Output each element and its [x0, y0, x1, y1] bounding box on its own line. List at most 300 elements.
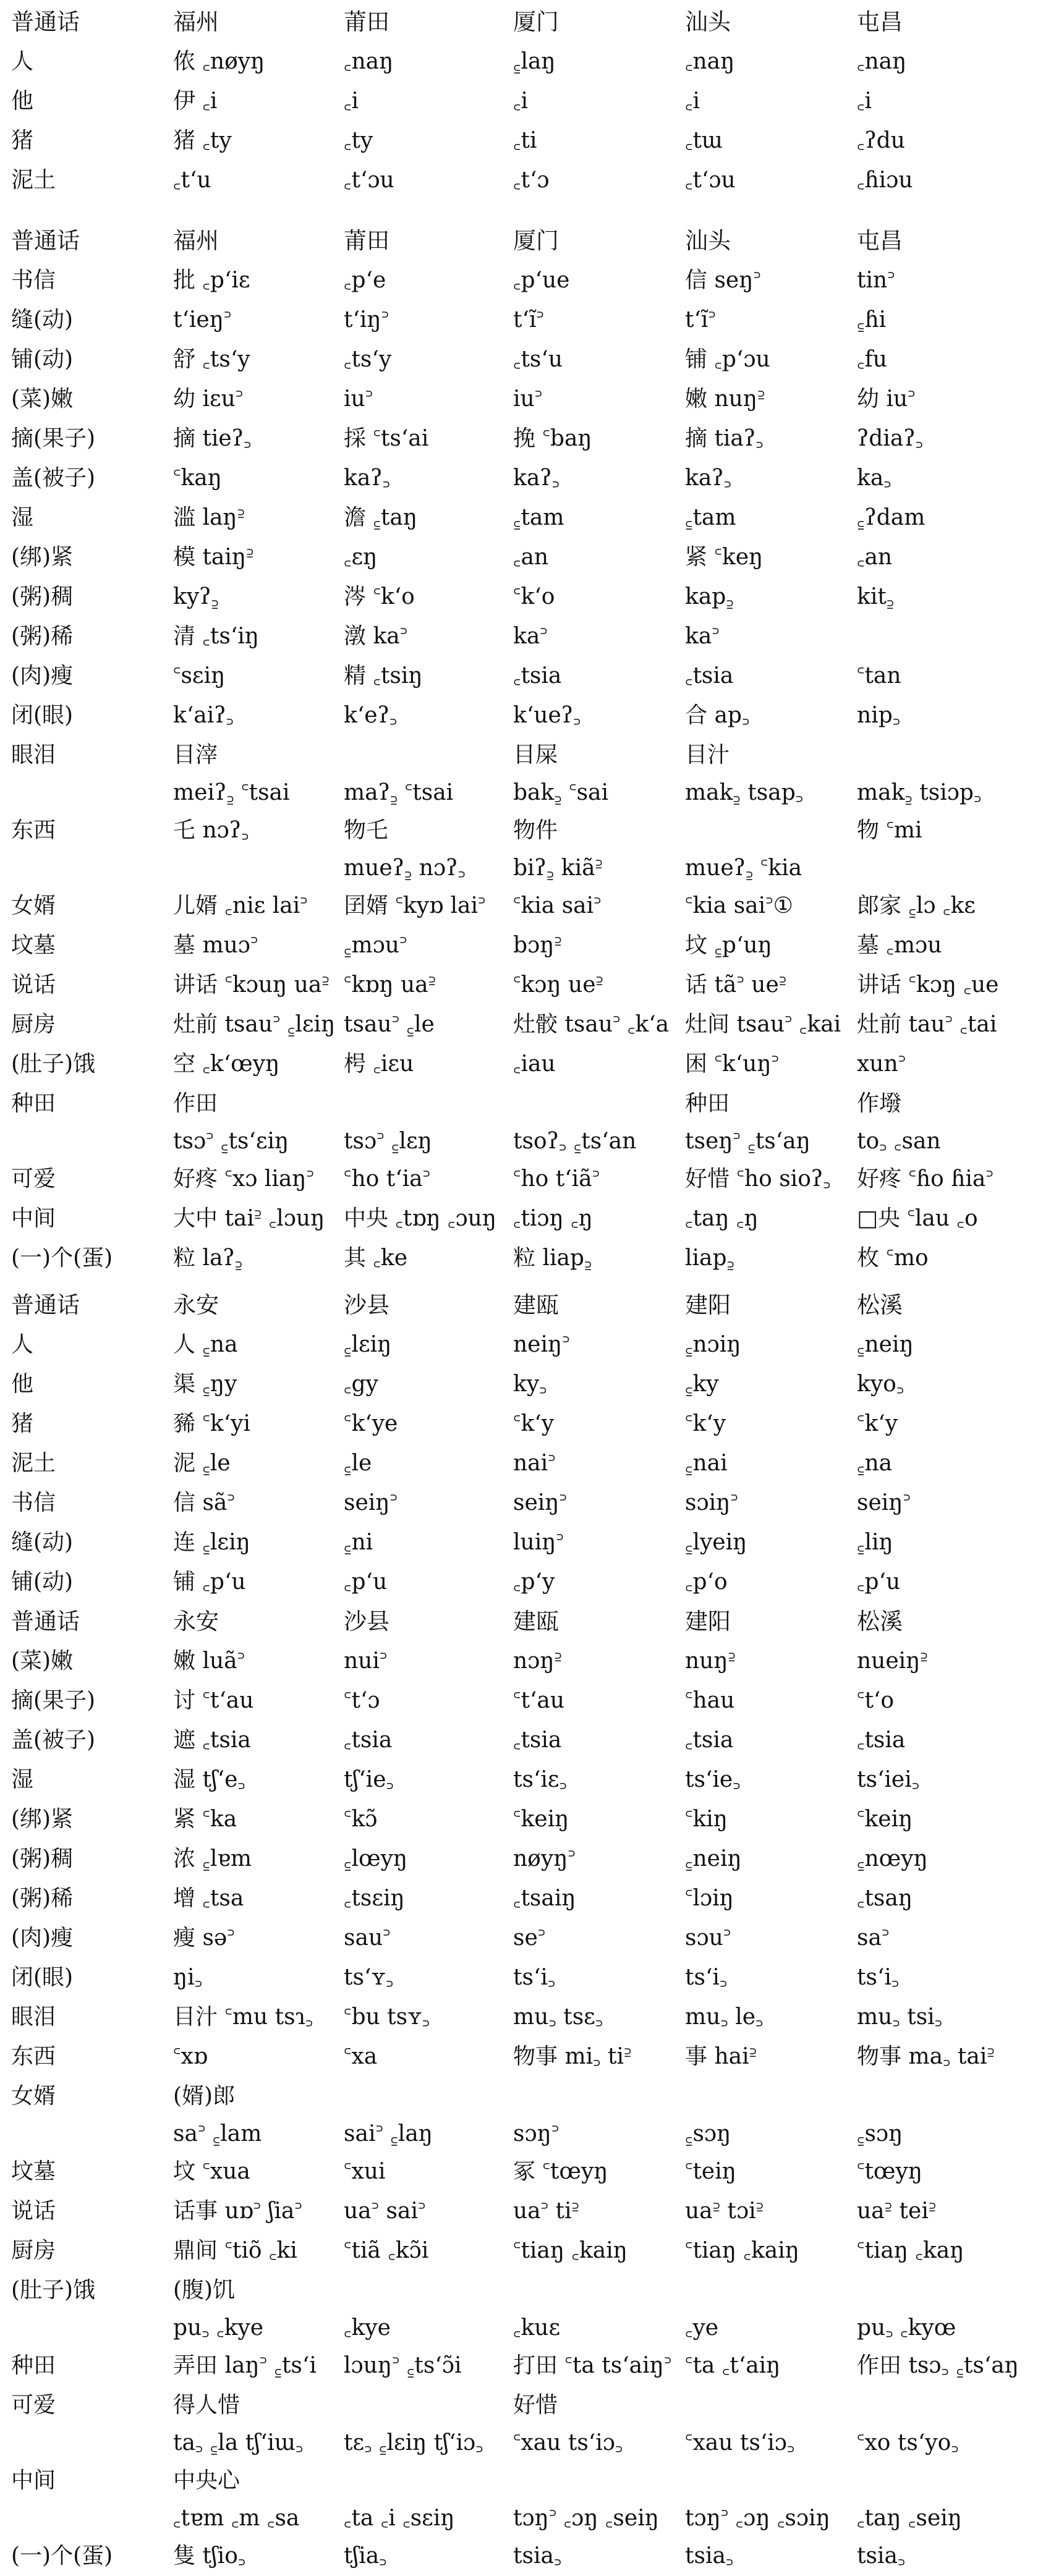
table-row [11, 735, 1044, 775]
table-row [11, 1879, 1044, 1918]
dialect-cell: ꜁nœyŋ [857, 1846, 928, 1871]
dialect-cell: ꜀tsia [344, 1727, 393, 1753]
dialect-cell: 紧 ꜂keŋ [685, 544, 764, 570]
dialect-cell: 空 ꜀kʻœyŋ [173, 1051, 280, 1077]
dialect-cell: 福州 [173, 9, 219, 35]
mandarin-term-cell: 普通话 [11, 9, 80, 35]
mandarin-term-cell: (菜)嫩 [11, 386, 74, 412]
dialect-cell: tsia꜆ [685, 2543, 734, 2569]
mandarin-term-cell: 普通话 [11, 1608, 80, 1635]
dialect-cell: 好疼 ꜂xɔ liaŋ꜄ [173, 1166, 314, 1192]
dialect-cell: 墓 muɔ꜄ [173, 933, 258, 958]
dialect-cell: 渠 ꜁ŋy [173, 1371, 237, 1397]
dialect-cell: ꜁neiŋ [685, 1846, 742, 1871]
mandarin-term-cell: 人 [11, 49, 34, 74]
dialect-cell: ꜂xui [344, 2159, 386, 2184]
dialect-cell: mak꜇ tsiɔp꜆ [857, 780, 982, 805]
dialect-cell: 坟 ꜁pʻuŋ [685, 933, 772, 958]
pronunciation-row [11, 775, 1044, 811]
dialect-cell: ꜀tsaŋ [857, 1886, 913, 1911]
dialect-cell: 浓 ꜁lɐm [173, 1846, 252, 1871]
dialect-cell: ꜂keiŋ [857, 1807, 913, 1832]
table-row [11, 1404, 1044, 1444]
mandarin-term-cell: 种田 [11, 2353, 56, 2378]
dialect-cell: sa꜄ [857, 1925, 890, 1951]
mandarin-term-cell: 摘(果子) [11, 426, 96, 451]
dialect-cell: ꜁ky [685, 1371, 719, 1397]
dialect-cell: tsʻie꜆ [685, 1767, 741, 1792]
dialect-cell: 话 tã꜄ ue꜅ [685, 972, 787, 998]
dialect-cell: 湿 tʃʻe꜆ [173, 1767, 245, 1792]
table-row [11, 1044, 1044, 1084]
dialect-cell: ꜀tʻɔ [513, 167, 550, 193]
dialect-cell: ꜀ta ꜀i ꜀sɛiŋ [344, 2506, 455, 2531]
dialect-cell: ꜀i [344, 88, 359, 114]
dialect-cell: ꜂xa [344, 2044, 378, 2069]
dialect-cell: bak꜇ ꜂sai [513, 780, 609, 805]
dialect-cell: ka꜆ [857, 465, 891, 491]
dialect-cell: ꜁nɔiŋ [685, 1332, 741, 1357]
dialect-cell: ꜀tsʻy [344, 347, 392, 372]
dialect-cell: 物乇 [344, 818, 389, 843]
mandarin-term-cell: 摘(果子) [11, 1688, 96, 1713]
dialect-cell: 伊 ꜀i [173, 88, 218, 114]
dialect-cell: kap꜇ [685, 584, 734, 609]
dialect-cell: sɔiŋ꜄ [685, 1490, 738, 1515]
dialect-cell: kʻaiʔ꜆ [173, 703, 234, 728]
dialect-cell: ꜂tʻɔ [344, 1688, 380, 1713]
dialect-cell: sa꜄ ꜁lam [173, 2121, 262, 2146]
dialect-cell: kʻueʔ꜆ [513, 703, 581, 728]
mandarin-term-cell: 缝(动) [11, 307, 74, 333]
dialect-cell: ꜂tʻau [513, 1688, 565, 1713]
dialect-cell: tʃia꜆ [344, 2543, 387, 2569]
mandarin-term-cell: 泥土 [11, 167, 56, 193]
dialect-cell: ꜀tʻɔu [344, 167, 394, 193]
dialect-cell: 作田 [173, 1091, 218, 1116]
mandarin-term-cell: 女婿 [11, 893, 56, 918]
dialect-cell: ꜁lɛiŋ [344, 1332, 392, 1357]
table-row [11, 926, 1044, 965]
table-row [11, 1800, 1044, 1839]
table-row [11, 1005, 1044, 1044]
dialect-cell: xun꜄ [857, 1051, 906, 1077]
dialect-cell: tsau꜄ ꜁le [344, 1012, 435, 1037]
mandarin-term-cell: (肉)瘦 [11, 663, 74, 688]
dialect-cell: 永安 [173, 1608, 219, 1635]
dialect-cell: mu꜆ tsi꜆ [857, 2004, 943, 2030]
dialect-cell: ꜀tɐm ꜀m ꜀sa [173, 2506, 300, 2531]
dialect-cell: 信 sã꜄ [173, 1490, 235, 1515]
dialect-cell: ꜁sɔŋ [857, 2121, 903, 2146]
dialect-cell: ua꜅ tɔi꜅ [685, 2198, 764, 2224]
dialect-cell: tɔŋ꜄ ꜀ɔŋ ꜀seiŋ [513, 2506, 659, 2531]
table-row [11, 2536, 1044, 2576]
dialect-cell: 乇 nɔʔ꜆ [173, 818, 249, 843]
dialect-cell: 弄田 laŋ꜄ ꜁tsʻi [173, 2353, 317, 2378]
header-row [11, 2, 1044, 42]
table-row [11, 2192, 1044, 2231]
mandarin-term-cell: 书信 [11, 1490, 56, 1515]
dialect-cell: 灶间 tsau꜄ ꜀kai [685, 1012, 841, 1037]
dialect-cell: ta꜆ ꜁la tʃʻiɯ꜆ [173, 2430, 304, 2455]
mandarin-term-cell: 铺(动) [11, 347, 74, 372]
pronunciation-row [11, 2425, 1044, 2461]
dialect-cell: ka꜄ [513, 624, 548, 649]
dialect-cell: 批 ꜀pʻiɛ [173, 268, 250, 293]
dialect-cell: ꜀fu [857, 347, 887, 372]
dialect-cell: ꜀kuɛ [513, 2315, 561, 2341]
header-row [11, 221, 1044, 261]
dialect-cell: mak꜇ tsap꜆ [685, 780, 804, 805]
dialect-cell: ꜀tsia [685, 663, 734, 688]
dialect-cell: nueiŋ꜅ [857, 1648, 928, 1674]
table-row [11, 2152, 1044, 2192]
table-row [11, 886, 1044, 926]
dialect-cell: □央 ꜂lau ꜀o [857, 1206, 978, 1231]
mandarin-term-cell: 女婿 [11, 2083, 56, 2109]
dialect-cell: ꜁ʔdam [857, 505, 925, 530]
table-row [11, 459, 1044, 498]
dialect-cell: ꜂kaŋ [173, 465, 222, 491]
dialect-cell: 福州 [173, 227, 219, 254]
table-row [11, 1681, 1044, 1721]
dialect-cell: to꜆ ꜀san [857, 1129, 941, 1154]
dialect-cell: 讨 ꜂tʻau [173, 1688, 254, 1713]
dialect-cell: 好惜 ꜂ho sioʔ꜆ [685, 1166, 831, 1192]
mandarin-term-cell: 闭(眼) [11, 1965, 74, 1990]
dialect-cell: (婿)郎 [173, 2083, 236, 2109]
dialect-cell: 建瓯 [513, 1608, 559, 1635]
dialect-cell: 粒 liap꜇ [513, 1245, 592, 1271]
dialect-cell: ꜀i [513, 88, 528, 114]
dialect-cell: 灶前 tsau꜄ ꜁lɛiŋ [173, 1012, 336, 1037]
pronunciation-row [11, 2310, 1044, 2346]
dialect-cell: ꜀pʻy [513, 1569, 555, 1595]
dialect-cell: ꜂hau [685, 1688, 735, 1713]
mandarin-term-cell: (粥)稠 [11, 584, 74, 609]
dialect-cell: kyo꜆ [857, 1371, 904, 1397]
dialect-cell: ꜀ʔdu [857, 128, 905, 153]
mandarin-term-cell: (粥)稀 [11, 624, 74, 649]
mandarin-term-cell: 盖(被子) [11, 1727, 96, 1753]
dialect-cell: liap꜇ [685, 1245, 734, 1271]
dialect-cell: ka꜄ [685, 624, 720, 649]
table-row [11, 1365, 1044, 1404]
dialect-cell: ky꜆ [513, 1371, 547, 1397]
mandarin-term-cell: 中间 [11, 2468, 56, 2493]
dialect-cell: tɔŋ꜄ ꜀ɔŋ ꜀sɔiŋ [685, 2506, 830, 2531]
table-row [11, 2077, 1044, 2116]
dialect-cell: 建阳 [685, 1608, 731, 1635]
mandarin-term-cell: 湿 [11, 1767, 34, 1792]
mandarin-term-cell: 普通话 [11, 1292, 80, 1318]
table-row [11, 1918, 1044, 1958]
table-row [11, 1958, 1044, 1998]
dialect-cell: mueʔ꜇ ꜂kia [685, 855, 802, 881]
dialect-cell: ꜀tsia [513, 663, 562, 688]
dialect-cell: 挽 ꜂baŋ [513, 426, 592, 451]
dialect-cell: ꜁lyeiŋ [685, 1530, 747, 1555]
table-row [11, 656, 1044, 696]
dialect-cell: ꜂lɔiŋ [685, 1886, 734, 1911]
mandarin-term-cell: 坟墓 [11, 2159, 56, 2184]
mandarin-term-cell: 中间 [11, 1206, 56, 1231]
dialect-cell: ꜀tɯ [685, 128, 723, 153]
dialect-cell: ꜂ho tʻiã꜄ [513, 1166, 600, 1192]
table-row [11, 379, 1044, 419]
dialect-cell: tsɔ꜄ ꜁lɛŋ [344, 1129, 432, 1154]
dialect-cell: ꜁tam [685, 505, 736, 530]
dialect-cell: 幼 iɛu꜄ [173, 386, 244, 412]
dialect-cell: 讲话 ꜂kɔuŋ ua꜅ [173, 972, 330, 998]
dialect-cell: ꜂kʻy [857, 1411, 898, 1436]
table-row [11, 2386, 1044, 2425]
dialect-cell: ꜀an [857, 544, 893, 570]
table-row [11, 1523, 1044, 1562]
dialect-cell: ꜂kʻy [685, 1411, 726, 1436]
dialect-cell: 採 ꜂tsʻai [344, 426, 429, 451]
header-row [11, 1286, 1044, 1325]
dialect-cell: 打田 ꜂ta tsʻaiŋ꜄ [513, 2353, 672, 2378]
table-row [11, 1721, 1044, 1760]
table-row [11, 696, 1044, 735]
dialect-cell: ꜂ta ꜀tʻaiŋ [685, 2353, 781, 2378]
dialect-cell: sɔu꜄ [685, 1925, 731, 1951]
dialect-cell: 郎家 ꜁lɔ ꜀kɛ [857, 893, 976, 918]
mandarin-term-cell: 猪 [11, 1411, 34, 1436]
dialect-cell: tʻĩ꜄ [513, 307, 544, 333]
table-row [11, 42, 1044, 82]
mandarin-term-cell: 闭(眼) [11, 703, 74, 728]
mandarin-term-cell: 坟墓 [11, 933, 56, 958]
dialect-cell: ꜂ho tʻia꜄ [344, 1166, 431, 1192]
dialect-cell: ꜂kiŋ [685, 1807, 728, 1832]
dialect-cell: 屯昌 [857, 227, 903, 254]
dialect-cell: ꜂kʻye [344, 1411, 398, 1436]
dialect-cell: 瘦 sə꜄ [173, 1925, 235, 1951]
table-row [11, 1562, 1044, 1602]
mandarin-term-cell: (粥)稀 [11, 1886, 74, 1911]
dialect-cell: 中央 ꜀tɒŋ ꜀ɔuŋ [344, 1206, 497, 1231]
table-row [11, 2346, 1044, 2386]
mandarin-term-cell: (一)个(蛋) [11, 1245, 113, 1271]
dialect-cell: 嫩 nuŋ꜅ [685, 386, 765, 412]
dialect-cell: 隻 tʃio꜆ [173, 2543, 246, 2569]
table-row [11, 1239, 1044, 1278]
dialect-cell: 物件 [513, 818, 558, 843]
dialect-cell: maʔ꜇ ꜂tsai [344, 780, 454, 805]
dialect-cell: tin꜄ [857, 268, 895, 293]
mandarin-term-cell: 东西 [11, 818, 56, 843]
dialect-cell: 事 hai꜅ [685, 2044, 757, 2069]
dialect-cell: ꜀ye [685, 2315, 719, 2341]
dialect-cell: tʃʻie꜆ [344, 1767, 394, 1792]
dialect-cell: luiŋ꜄ [513, 1530, 564, 1555]
dialect-cell: 种田 [685, 1091, 730, 1116]
dialect-cell: neiŋ꜄ [513, 1332, 570, 1357]
dialect-cell: 冢 ꜂tœyŋ [513, 2159, 608, 2184]
dialect-cell: ꜁nai [685, 1451, 728, 1476]
dialect-cell: nui꜄ [344, 1648, 388, 1674]
dialect-cell: ꜁le [344, 1451, 372, 1476]
dialect-cell: kit꜇ [857, 584, 895, 609]
dialect-cell: ꜂tʻo [857, 1688, 895, 1713]
dialect-cell: 目汁 [685, 742, 730, 768]
dialect-cell: biʔ꜇ kiã꜅ [513, 855, 603, 881]
dialect-cell: ꜁mɔu꜄ [344, 933, 407, 958]
pronunciation-row [11, 1124, 1044, 1159]
dialect-cell: ꜂tiaŋ ꜀kaiŋ [513, 2238, 628, 2263]
dialect-cell: 中央心 [173, 2468, 240, 2493]
dialect-cell: 其 ꜀ke [344, 1245, 408, 1271]
table-row [11, 1998, 1044, 2037]
dialect-cell: ꜁sɔŋ [685, 2121, 731, 2146]
dialect-cell: sai꜄ ꜁laŋ [344, 2121, 433, 2146]
dialect-cell: ꜂tiaŋ ꜀kaŋ [857, 2238, 964, 2263]
dialect-cell: lɔuŋ꜄ ꜁tsʻɔ̃i [344, 2353, 462, 2378]
dialect-cell: ꜂tan [857, 663, 901, 688]
dialect-cell: 铺 ꜀pʻu [173, 1569, 246, 1595]
dialect-cell: 物事 ma꜆ tai꜅ [857, 2044, 995, 2069]
dialect-cell: ꜀pʻe [344, 268, 386, 293]
dialect-cell: nɔŋ꜅ [513, 1648, 562, 1674]
dialect-cell: 松溪 [857, 1292, 903, 1318]
dialect-cell: tʻiŋ꜄ [344, 307, 389, 333]
table-row [11, 617, 1044, 656]
dialect-cell: bɔŋ꜅ [513, 933, 562, 958]
dialect-cell: 汕头 [685, 9, 731, 35]
dialect-cell: ꜁na [857, 1451, 893, 1476]
mandarin-term-cell: (粥)稠 [11, 1846, 74, 1871]
dialect-cell: pu꜆ ꜀kyœ [857, 2315, 956, 2341]
dialect-cell: 儿婿 ꜀niɛ lai꜄ [173, 893, 308, 918]
dialect-cell: 滥 laŋ꜅ [173, 505, 245, 530]
dialect-cell: tsʻiei꜆ [857, 1767, 920, 1792]
dialect-cell: 枚 ꜂mo [857, 1245, 929, 1271]
mandarin-term-cell: 普通话 [11, 227, 80, 254]
dialect-cell: ꜀gy [344, 1371, 378, 1397]
dialect-cell: 建阳 [685, 1292, 731, 1318]
dialect-cell: 舒 ꜀tsʻy [173, 347, 250, 372]
dialect-cell: ꜀tiɔŋ ꜀ŋ [513, 1206, 593, 1231]
table-row [11, 1199, 1044, 1239]
dialect-cell: ꜀naŋ [344, 49, 394, 74]
mandarin-term-cell: 人 [11, 1332, 34, 1357]
dialect-cell: sɔŋ꜄ [513, 2121, 560, 2146]
mandarin-term-cell: 可爱 [11, 2392, 56, 2418]
dialect-cell: ꜀kye [344, 2315, 391, 2341]
dialect-cell: ꜀tsia [857, 1727, 906, 1753]
table-row [11, 538, 1044, 577]
mandarin-term-cell: 东西 [11, 2044, 56, 2069]
dialect-cell: tsʻʏ꜆ [344, 1965, 394, 1990]
dialect-cell: 目汁 ꜂mu tsɿ꜆ [173, 2004, 313, 2030]
dialect-cell: 坟 ꜂xua [173, 2159, 250, 2184]
mandarin-term-cell: (一)个(蛋) [11, 2543, 113, 2569]
dialect-cell: ʔdiaʔ꜆ [857, 426, 924, 451]
dialect-cell: tsia꜆ [513, 2543, 562, 2569]
dialect-cell: 莆田 [344, 227, 389, 254]
dialect-cell: 铺 ꜀pʻɔu [685, 347, 770, 372]
dialect-cell: 枵 ꜀iɛu [344, 1051, 414, 1077]
dialect-cell: 屯昌 [857, 9, 903, 35]
dialect-cell: ꜂kɔŋ ue꜅ [513, 972, 604, 998]
dialect-cell: tsia꜆ [857, 2543, 906, 2569]
dialect-cell: 泥 ꜁le [173, 1451, 231, 1476]
dialect-cell: ꜀tsia [685, 1727, 734, 1753]
table-row [11, 1483, 1044, 1523]
dialect-cell: 建瓯 [513, 1292, 559, 1318]
dialect-cell: ꜁tam [513, 505, 564, 530]
dialect-cell: nuŋ꜅ [685, 1648, 736, 1674]
table-row [11, 1760, 1044, 1800]
dialect-cell: ꜂sɛiŋ [173, 663, 226, 688]
table-row [11, 1839, 1044, 1879]
dialect-cell: ꜀taŋ ꜀ŋ [685, 1206, 759, 1231]
dialect-cell: 物事 mi꜆ ti꜅ [513, 2044, 632, 2069]
dialect-cell: 囝婿 ꜂kyɒ lai꜄ [344, 893, 486, 918]
table-row [11, 965, 1044, 1005]
dialect-cell: nip꜆ [857, 703, 901, 728]
dialect-cell: ꜀tʻɔu [685, 167, 736, 193]
header-row [11, 1602, 1044, 1642]
dialect-cell: ꜂tiaŋ ꜀kaiŋ [685, 2238, 799, 2263]
table-row [11, 82, 1044, 121]
dialect-cell: 遮 ꜀tsia [173, 1727, 251, 1753]
dialect-cell: 人 ꜁na [173, 1332, 238, 1357]
dialect-cell: tsʻi꜆ [857, 1965, 900, 1990]
dialect-cell: ꜀ɦiɔu [857, 167, 913, 193]
mandarin-term-cell: (菜)嫩 [11, 1648, 74, 1674]
dialect-cell: 猪 ꜀ty [173, 128, 232, 153]
dialect-cell: (腹)饥 [173, 2277, 236, 2303]
dialect-cell: kaʔ꜆ [513, 465, 560, 491]
dialect-cell: 好疼 ꜂ɦo ɦia꜄ [857, 1166, 994, 1192]
dialect-cell: iu꜄ [344, 386, 373, 412]
dialect-cell: ꜂teiŋ [685, 2159, 736, 2184]
dialect-cell: nai꜄ [513, 1451, 556, 1476]
dialect-cell: tsʻi꜆ [513, 1965, 556, 1990]
mandarin-term-cell: (绑)紧 [11, 1807, 74, 1832]
dialect-cell: ꜀tsaiŋ [513, 1886, 576, 1911]
dialect-cell: 精 ꜀tsiŋ [344, 663, 423, 688]
dialect-cell: ꜂xau tsʻiɔ꜆ [685, 2430, 795, 2455]
dialect-cell: ꜀naŋ [685, 49, 735, 74]
dialect-cell: 物 ꜂mi [857, 818, 922, 843]
dialect-cell: ꜂kɒŋ ua꜅ [344, 972, 436, 998]
dialect-cell: tʻĩ꜄ [685, 307, 716, 333]
dialect-cell: ꜀ty [344, 128, 373, 153]
dialect-cell: ꜂bu tsʏ꜆ [344, 2004, 430, 2030]
dialect-cell: ꜀tsɛiŋ [344, 1886, 405, 1911]
pronunciation-row [11, 2501, 1044, 2536]
dialect-cell: tsɔ꜄ ꜁tsʻɛiŋ [173, 1129, 289, 1154]
dialect-cell: ꜂tœyŋ [857, 2159, 923, 2184]
dialect-cell: tsʻiɛ꜆ [513, 1767, 568, 1792]
table-row [11, 1084, 1044, 1124]
table-row [11, 2271, 1044, 2310]
dialect-cell: kʻeʔ꜆ [344, 703, 398, 728]
table-row [11, 2037, 1044, 2077]
dialect-cell: ꜁liŋ [857, 1530, 893, 1555]
pronunciation-row [11, 850, 1044, 886]
dialect-cell: ꜁neiŋ [857, 1332, 914, 1357]
dialect-cell: 讲话 ꜂kɔŋ ꜀ue [857, 972, 999, 998]
dialect-cell: ua꜄ ti꜅ [513, 2198, 579, 2224]
dialect-cell: ꜂kia sai꜄① [685, 893, 793, 918]
dialect-cell: tɛ꜆ ꜁lɛiŋ tʃʻiɔ꜆ [344, 2430, 483, 2455]
